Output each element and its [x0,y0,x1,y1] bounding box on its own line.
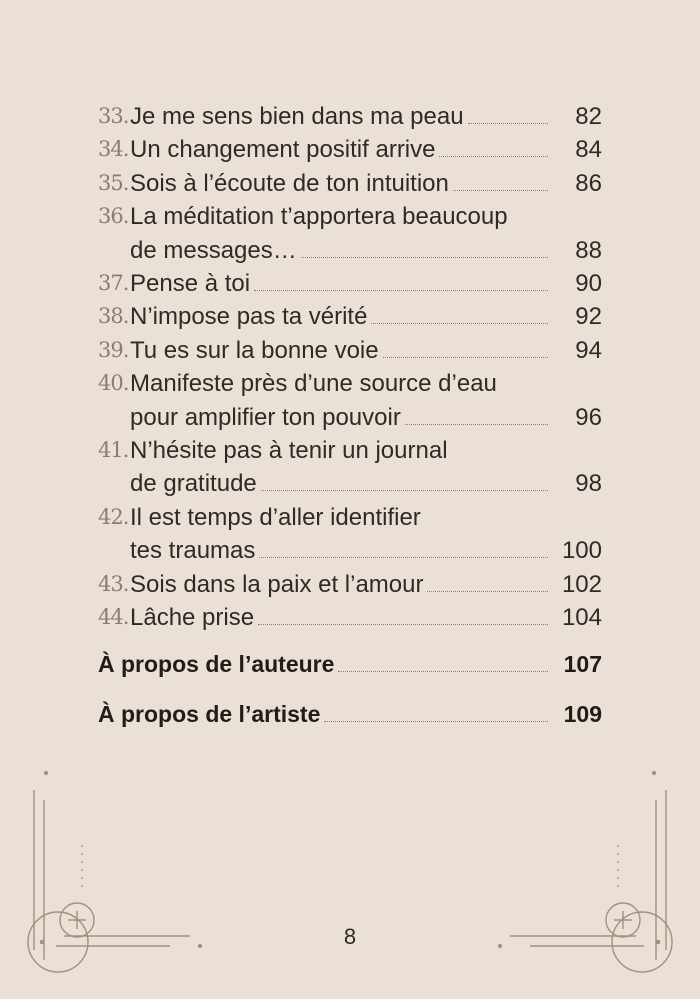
entry-page: 94 [575,336,602,364]
leader-dots [371,322,548,324]
about-page: 107 [563,651,602,677]
toc-entry-line [98,133,602,166]
entry-page: 96 [575,403,602,431]
entry-title: Tu es sur la bonne voie [130,336,379,364]
leader-dots [453,189,548,191]
entry-title: Sois dans la paix et l’amour [130,570,424,598]
toc-entry-line [98,601,602,634]
toc-entry-line [98,401,602,434]
toc-entry-line [98,167,602,200]
entry-title: Pense à toi [130,270,251,297]
toc-entry-line [98,534,602,567]
entry-page: 98 [575,470,602,498]
entry-number: 33. [98,104,129,128]
toc-entry-line [98,434,602,467]
toc-entry-line [98,501,602,534]
toc-entry-line [98,334,602,367]
entry-page: 92 [575,303,602,331]
entry-page: 86 [575,169,602,197]
entry-number: 37. [98,271,129,295]
entry-page: 84 [575,136,602,164]
leader-dots [258,623,548,625]
entry-number: 41. [98,438,129,462]
entry-title: pour amplifier ton pouvoir [130,403,401,431]
leader-dots [301,256,548,258]
entry-title: Lâche prise [130,604,255,631]
leader-dots [468,122,548,124]
entry-number: 36. [98,204,129,229]
leader-dots [324,720,548,722]
entry-title: La méditation t’apportera beaucoup [130,203,508,231]
corner-ornament-right-icon [490,760,680,980]
entry-title: Je me sens bien dans ma peau [130,103,464,130]
entry-title: N’hésite pas à tenir un journal [130,437,448,464]
entry-number: 38. [98,304,129,329]
leader-dots [254,289,548,291]
toc-entry-line [98,300,602,333]
entry-number: 35. [98,170,129,195]
entry-title: de messages… [130,236,297,264]
entry-page: 82 [575,103,602,130]
entry-page: 104 [561,604,602,631]
corner-ornament-left-icon [20,760,210,980]
about-entry [98,698,602,731]
entry-title: Un changement positif arrive [130,136,436,164]
entry-page: 102 [561,570,602,598]
leader-dots [261,489,548,491]
leader-dots [439,155,548,157]
toc-entry-line [98,467,602,500]
leader-dots [383,356,548,358]
entry-number: 43. [98,571,129,596]
entry-number: 34. [98,137,129,162]
about-entry [98,648,602,681]
entry-number: 44. [98,605,129,629]
page-number: 8 [343,924,357,949]
toc-entry-line [98,568,602,601]
about-page: 109 [563,701,602,727]
toc-entry-line [98,200,602,233]
entry-title: de gratitude [130,470,257,498]
leader-dots [427,590,548,592]
toc-entry-line [98,267,602,300]
toc-entry-line [98,234,602,267]
entry-title: Sois à l’écoute de ton intuition [130,169,449,197]
entry-title: Il est temps d’aller identifier [130,503,421,531]
about-title: À propos de l’artiste [98,701,321,727]
leader-dots [405,423,548,425]
entry-title: N’impose pas ta vérité [130,303,368,331]
leader-dots [338,670,548,672]
toc-entry-line [98,367,602,400]
entry-number: 42. [98,504,129,529]
entry-page: 88 [575,236,602,264]
entry-page: 100 [561,537,602,565]
entry-title: Manifeste près d’une source d’eau [130,370,497,398]
about-title: À propos de l’auteure [98,651,335,677]
entry-title: tes traumas [130,537,256,565]
leader-dots [259,556,548,558]
toc-entry-line [98,100,602,133]
entry-page: 90 [575,270,602,297]
entry-number: 39. [98,337,129,362]
entry-number: 40. [98,371,129,396]
